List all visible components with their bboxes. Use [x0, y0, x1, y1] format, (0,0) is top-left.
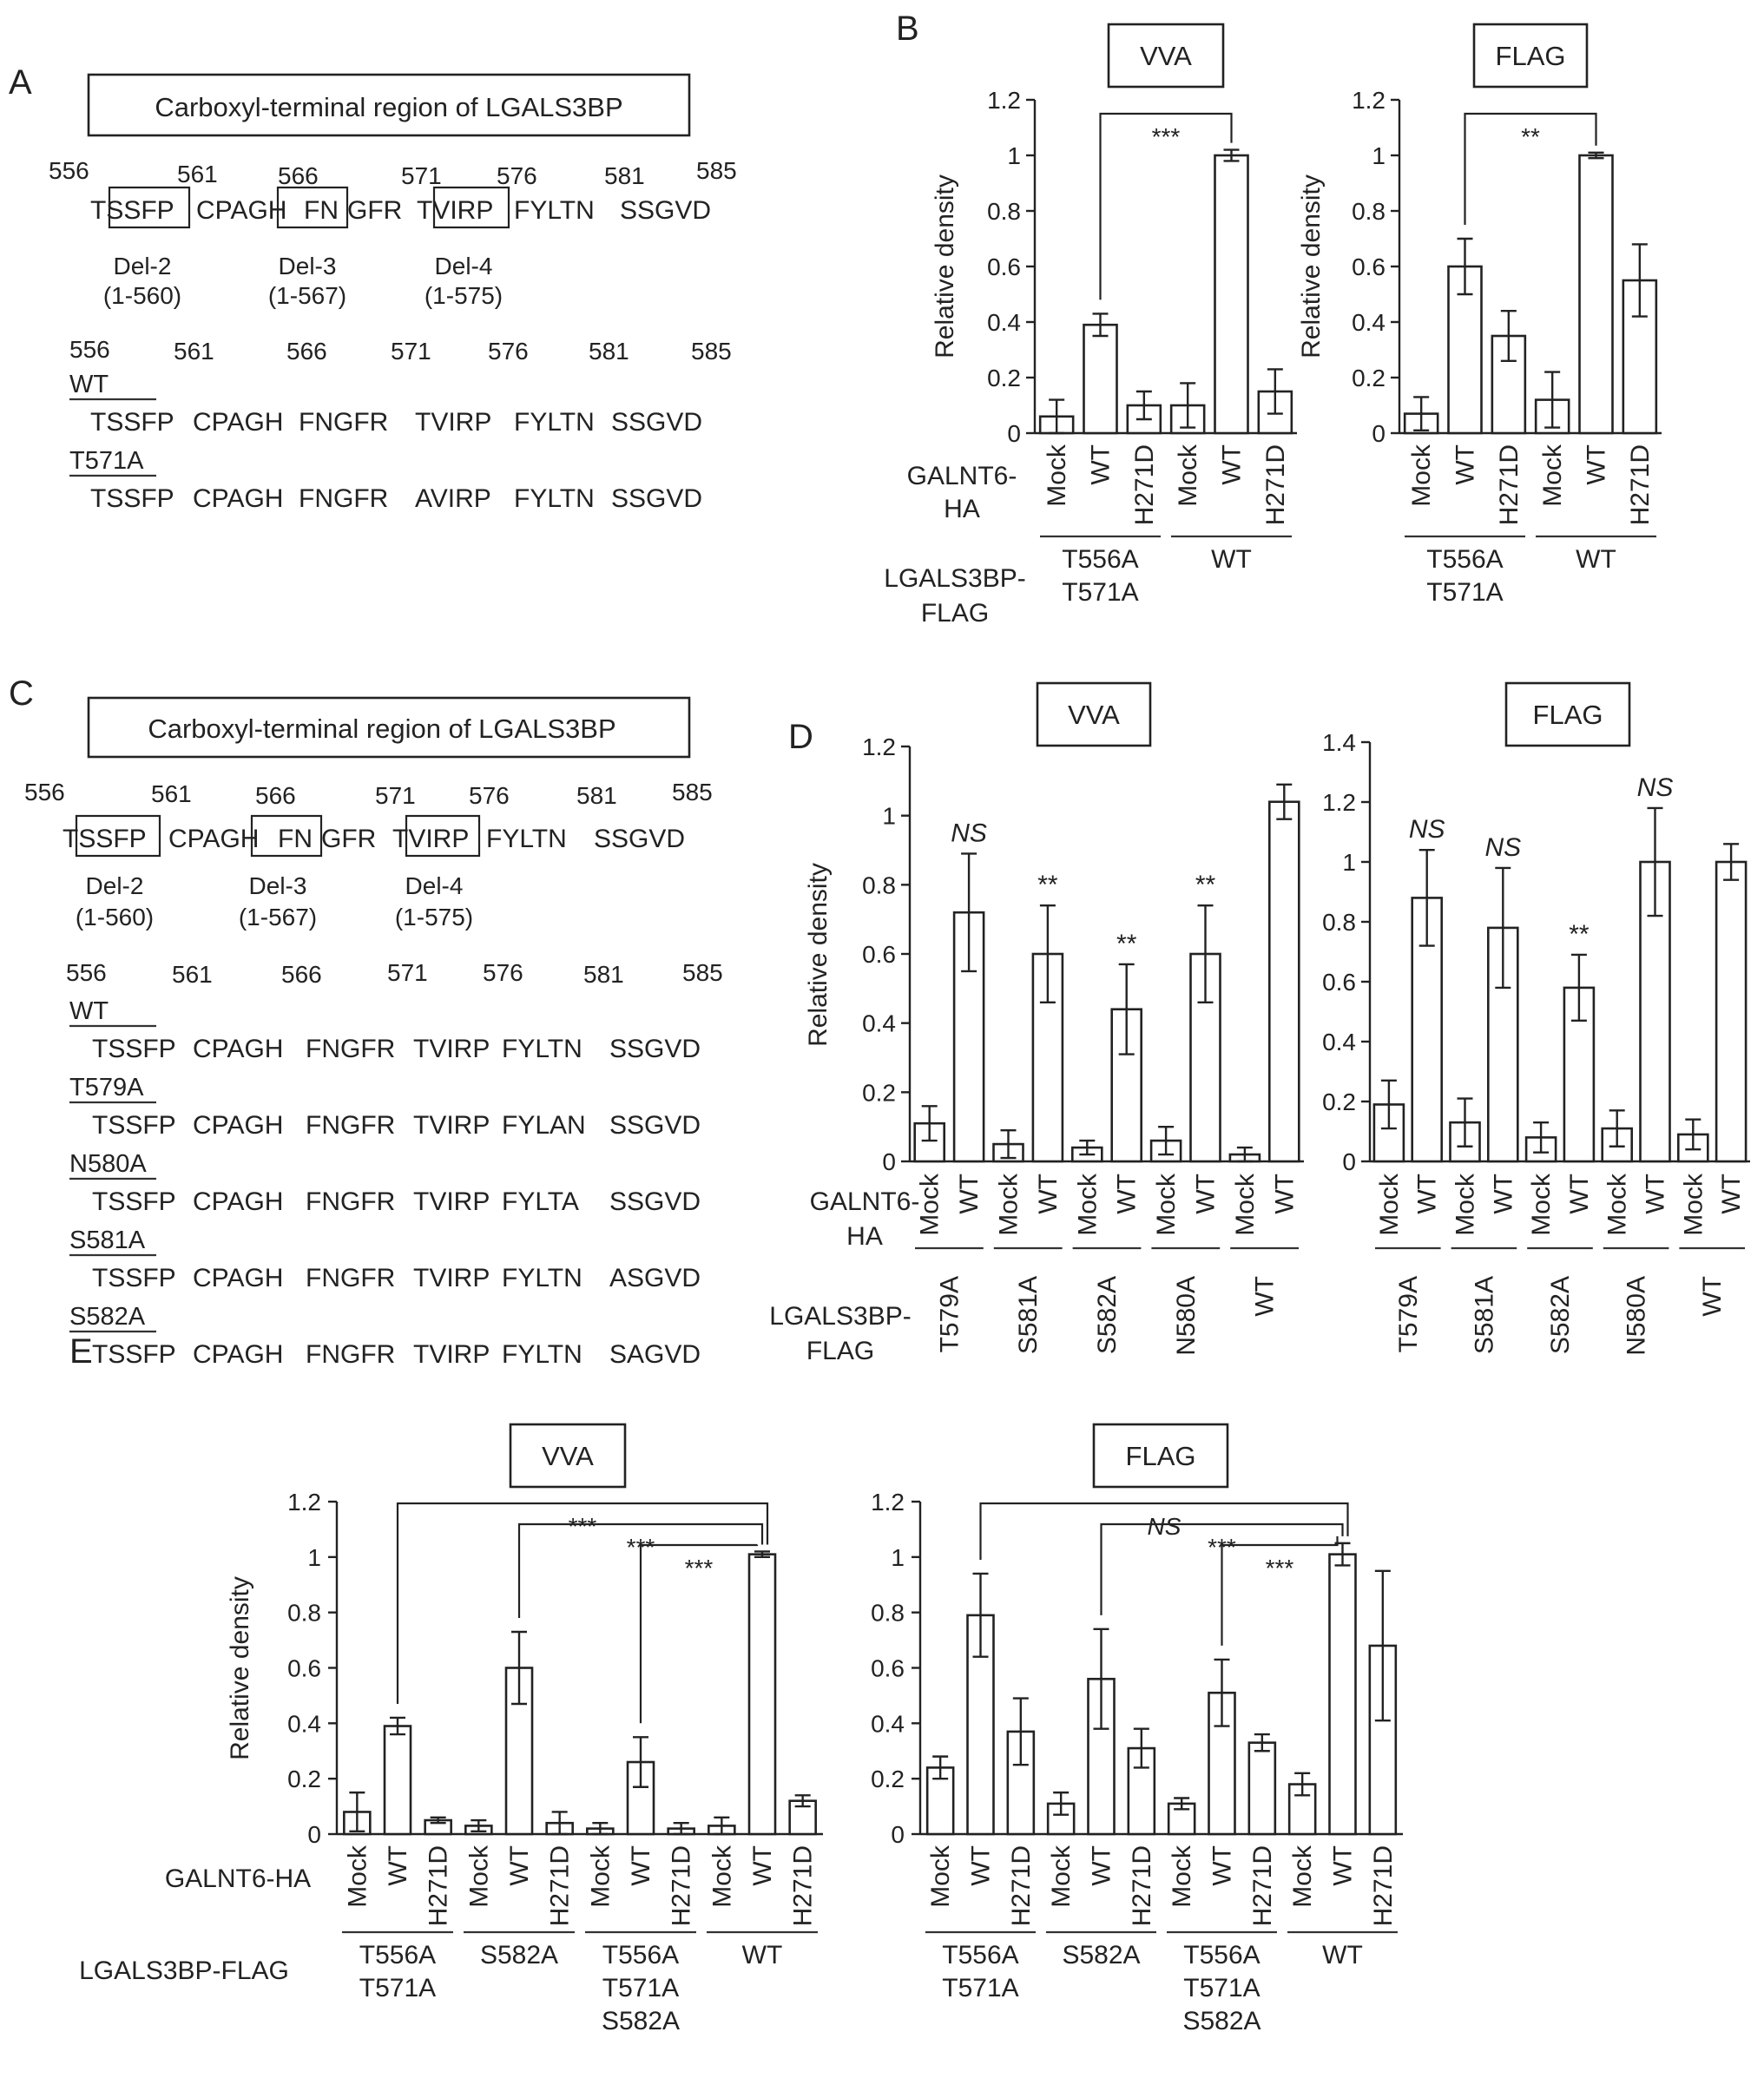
group-label: WT — [1698, 1276, 1728, 1317]
group-label: S582A — [1062, 1941, 1141, 1969]
category-label: H271D — [1127, 1845, 1156, 1927]
panel-c — [24, 698, 723, 988]
category-label: H271D — [1494, 444, 1524, 526]
sequence-segment: FYLTN — [486, 825, 567, 853]
position-label: 561 — [151, 780, 192, 807]
variant-sequence-segment: FYLAN — [502, 1111, 586, 1140]
variant-sequence-segment: FYLTN — [502, 1264, 583, 1292]
category-label: Mock — [464, 1845, 494, 1908]
category-label: WT — [1717, 1174, 1747, 1214]
sequence-segment: TVIRP — [417, 196, 494, 225]
chart-title: VVA — [542, 1441, 594, 1471]
panel-letter-a: A — [9, 63, 32, 102]
y-tick-label: 0 — [882, 1148, 896, 1175]
category-label: Mock — [1679, 1174, 1708, 1236]
group-label: T556A — [942, 1941, 1019, 1969]
category-label: Mock — [1288, 1845, 1318, 1908]
panel-a-variants — [69, 371, 702, 513]
variant-sequence-segment: TSSFP — [92, 1187, 176, 1216]
position-label: 566 — [286, 338, 327, 365]
variant-sequence-segment: AVIRP — [415, 484, 491, 513]
category-label: Mock — [1047, 1845, 1076, 1908]
position-label: 571 — [387, 959, 428, 986]
category-label: Mock — [1168, 1845, 1197, 1908]
variant-sequence-segment: FNGFR — [306, 1035, 396, 1063]
y-tick-label: 0.2 — [287, 1766, 321, 1793]
group-label: T556A — [602, 1941, 680, 1969]
variant-sequence-segment: FNGFR — [306, 1187, 396, 1216]
variant-sequence-segment: TVIRP — [413, 1035, 490, 1063]
category-label: WT — [1033, 1174, 1063, 1214]
position-label: 581 — [576, 782, 617, 809]
y-tick-label: 0.6 — [871, 1654, 905, 1682]
chart-e-vva — [226, 1424, 823, 2035]
sequence-segment: CPAGH — [168, 825, 260, 853]
galnt6-row-label: GALNT6- — [809, 1187, 920, 1216]
variant-sequence-segment: TSSFP — [92, 1035, 176, 1063]
deletion-name: Del-4 — [434, 253, 493, 279]
position-label: 585 — [672, 779, 713, 806]
variant-sequence-segment: SSGVD — [609, 1035, 701, 1063]
group-label: T571A — [1062, 578, 1139, 607]
significance-label: *** — [684, 1555, 714, 1582]
position-label: 576 — [488, 338, 529, 365]
variant-sequence-segment: FYLTN — [514, 484, 595, 513]
category-label: Mock — [915, 1174, 945, 1236]
category-label: Mock — [1152, 1174, 1181, 1236]
group-label: S582A — [1182, 2007, 1261, 2035]
position-label: 556 — [24, 779, 65, 806]
variant-label: T579A — [69, 1074, 144, 1101]
group-label: WT — [1322, 1941, 1363, 1969]
position-label: 561 — [177, 161, 218, 187]
category-label: H271D — [667, 1845, 696, 1927]
variant-sequence-segment: TSSFP — [92, 1111, 176, 1140]
category-label: Mock — [1230, 1174, 1260, 1236]
panel-c-title: Carboxyl-terminal region of LGALS3BP — [148, 713, 616, 744]
y-tick-label: 1 — [307, 1543, 321, 1571]
position-label: 585 — [691, 338, 732, 365]
significance-label: *** — [568, 1513, 597, 1540]
position-label: 566 — [278, 162, 319, 189]
position-label: 581 — [589, 338, 629, 365]
position-label: 571 — [391, 338, 431, 365]
variant-label: S582A — [69, 1303, 146, 1331]
variant-sequence-segment: FYLTN — [502, 1035, 583, 1063]
y-tick-label: 0.8 — [1352, 198, 1386, 225]
y-tick-label: 0.2 — [862, 1079, 896, 1107]
group-label: T571A — [942, 1974, 1019, 2002]
category-label: Mock — [343, 1845, 372, 1908]
y-tick-label: 0.8 — [987, 198, 1021, 225]
bar — [1716, 862, 1746, 1161]
variant-sequence-segment: ASGVD — [609, 1264, 701, 1292]
group-label: T556A — [1426, 545, 1504, 574]
variant-sequence-segment: FYLTN — [514, 408, 595, 437]
group-label: T579A — [935, 1276, 964, 1353]
variant-sequence-segment: TVIRP — [413, 1111, 490, 1140]
bar — [1215, 155, 1248, 433]
category-label: WT — [1217, 444, 1247, 485]
group-label: T556A — [1062, 545, 1139, 574]
y-tick-label: 0.2 — [1322, 1088, 1356, 1115]
variant-sequence-segment: CPAGH — [193, 1187, 284, 1216]
category-label: WT — [966, 1845, 996, 1886]
group-label: T571A — [359, 1974, 437, 2002]
y-tick-label: 0.4 — [987, 309, 1021, 336]
panel-a — [49, 75, 737, 365]
group-label: S582A — [1546, 1276, 1575, 1355]
variant-sequence-segment: TVIRP — [413, 1187, 490, 1216]
y-tick-label: 0 — [1007, 420, 1021, 447]
y-tick-label: 0.4 — [871, 1710, 905, 1738]
y-tick-label: 0.4 — [1352, 309, 1386, 336]
category-label: WT — [1270, 1174, 1300, 1214]
y-tick-label: 1.2 — [287, 1489, 321, 1516]
chart-d-vva — [804, 683, 1304, 1356]
sequence-segment: FYLTN — [514, 196, 595, 225]
variant-sequence-segment: FNGFR — [299, 408, 389, 437]
group-label: N580A — [1622, 1276, 1651, 1356]
category-label: WT — [1641, 1174, 1670, 1214]
variant-sequence-segment: TSSFP — [92, 1264, 176, 1292]
y-tick-label: 1 — [1342, 849, 1356, 876]
group-label: T571A — [1183, 1974, 1260, 2002]
variant-sequence-segment: FNGFR — [306, 1264, 396, 1292]
panel-c-variants — [69, 997, 701, 1369]
variant-label: WT — [69, 997, 109, 1025]
y-tick-label: 1.4 — [1322, 729, 1356, 756]
y-tick-label: 1.2 — [871, 1489, 905, 1516]
category-label: H271D — [545, 1845, 575, 1927]
panel-letter-c: C — [9, 674, 34, 713]
significance-label: ** — [1569, 919, 1590, 949]
bar — [1249, 1743, 1275, 1834]
variant-sequence-segment: TVIRP — [415, 408, 492, 437]
category-label: Mock — [1073, 1174, 1102, 1236]
y-tick-label: 1.2 — [862, 733, 896, 760]
deletion-name: Del-3 — [248, 872, 307, 899]
y-tick-label: 0.4 — [1322, 1029, 1356, 1055]
lgals3bp-row-label: LGALS3BP- — [884, 564, 1026, 593]
deletion-range: (1-560) — [75, 904, 155, 930]
position-label: 571 — [401, 162, 442, 189]
category-label: WT — [1208, 1845, 1237, 1886]
position-label: 556 — [66, 959, 107, 986]
y-tick-label: 0.6 — [287, 1654, 321, 1682]
position-label: 581 — [604, 162, 645, 189]
variant-sequence-segment: SSGVD — [609, 1111, 701, 1140]
deletion-name: Del-4 — [405, 872, 464, 899]
category-label: WT — [384, 1845, 412, 1886]
bar — [1269, 802, 1299, 1161]
group-label: S582A — [1093, 1276, 1122, 1355]
variant-sequence-segment: FYLTA — [502, 1187, 579, 1216]
position-label: 576 — [497, 162, 537, 189]
category-label: H271D — [1006, 1845, 1036, 1927]
category-label: WT — [1191, 1174, 1221, 1214]
category-label: Mock — [586, 1845, 615, 1908]
category-label: Mock — [1407, 444, 1437, 507]
variant-sequence-segment: TVIRP — [413, 1264, 490, 1292]
deletion-range: (1-560) — [102, 282, 182, 309]
galnt6-row-label: HA — [944, 495, 980, 523]
category-label: WT — [505, 1845, 534, 1886]
y-tick-label: 0 — [307, 1821, 321, 1848]
variant-sequence-segment: SSGVD — [611, 484, 703, 513]
bar — [1580, 155, 1613, 433]
category-label: WT — [1582, 444, 1611, 485]
y-tick-label: 0 — [1342, 1148, 1356, 1175]
position-label: 576 — [483, 959, 523, 986]
y-tick-label: 0.2 — [1352, 365, 1386, 391]
deletion-range: (1-575) — [394, 904, 474, 930]
category-label: H271D — [1625, 444, 1655, 526]
sequence-segment: SSGVD — [594, 825, 686, 853]
group-label: S581A — [1470, 1276, 1499, 1355]
category-label: Mock — [1374, 1174, 1404, 1236]
position-label: 566 — [255, 782, 296, 809]
variant-sequence-segment: FNGFR — [306, 1340, 396, 1369]
sequence-segment: FN — [278, 825, 313, 853]
significance-label: ** — [1521, 123, 1540, 150]
sequence-segment: TSSFP — [63, 825, 147, 853]
group-label: N580A — [1171, 1276, 1201, 1356]
significance-bracket — [1222, 1536, 1338, 1646]
category-label: WT — [955, 1174, 984, 1214]
galnt6-row-label: GALNT6- — [906, 462, 1017, 490]
group-label: T571A — [602, 1974, 680, 2002]
bar — [1330, 1555, 1356, 1834]
chart-title: VVA — [1140, 41, 1192, 71]
y-tick-label: 0 — [1372, 420, 1386, 447]
chart-e-flag — [871, 1424, 1403, 2035]
y-tick-label: 0.6 — [1322, 969, 1356, 996]
significance-label: NS — [951, 819, 987, 848]
category-label: WT — [1328, 1845, 1358, 1886]
group-label: T571A — [1426, 578, 1504, 607]
galnt6-row-label: GALNT6-HA — [164, 1864, 312, 1893]
significance-label: NS — [1408, 815, 1445, 845]
variant-sequence-segment: CPAGH — [193, 1035, 284, 1063]
variant-sequence-segment: TSSFP — [90, 484, 174, 513]
variant-sequence-segment: CPAGH — [193, 484, 284, 513]
significance-label: NS — [1484, 832, 1522, 862]
y-tick-label: 1.2 — [1322, 789, 1356, 816]
group-label: T579A — [1393, 1276, 1423, 1353]
significance-label: ** — [1037, 871, 1058, 900]
position-label: 556 — [69, 336, 110, 363]
variant-sequence-segment: CPAGH — [193, 408, 284, 437]
variant-label: T571A — [69, 447, 144, 475]
category-label: Mock — [1174, 444, 1203, 507]
position-label: 556 — [49, 157, 89, 184]
category-label: Mock — [1527, 1174, 1557, 1236]
category-label: Mock — [1043, 444, 1072, 507]
category-label: H271D — [788, 1845, 818, 1927]
category-label: Mock — [926, 1845, 956, 1908]
y-tick-label: 1 — [1007, 142, 1021, 169]
y-axis-label: Relative density — [804, 863, 833, 1047]
variant-sequence-segment: SAGVD — [609, 1340, 701, 1369]
variant-sequence-segment: CPAGH — [193, 1264, 284, 1292]
group-label: WT — [741, 1941, 783, 1969]
bar — [385, 1726, 411, 1834]
position-label: 571 — [375, 782, 416, 809]
variant-sequence-segment: TSSFP — [92, 1340, 176, 1369]
y-tick-label: 0.6 — [1352, 253, 1386, 280]
y-tick-label: 0.2 — [987, 365, 1021, 391]
position-label: 585 — [696, 157, 737, 184]
category-label: WT — [1451, 444, 1480, 485]
significance-label: *** — [1208, 1534, 1236, 1561]
significance-label: ** — [1116, 929, 1137, 958]
category-label: H271D — [1368, 1845, 1398, 1927]
y-tick-label: 0.6 — [862, 941, 896, 968]
category-label: Mock — [1451, 1174, 1480, 1236]
deletion-name: Del-3 — [278, 253, 337, 279]
category-label: Mock — [708, 1845, 737, 1908]
category-label: H271D — [1260, 444, 1290, 526]
category-label: H271D — [1247, 1845, 1277, 1927]
group-label: S582A — [479, 1941, 559, 1969]
panel-letter-b: B — [896, 10, 919, 48]
y-tick-label: 0.4 — [862, 1009, 896, 1037]
sequence-segment: CPAGH — [196, 196, 287, 225]
category-label: WT — [1086, 444, 1116, 485]
sequence-segment: TVIRP — [392, 825, 470, 853]
y-tick-label: 0.6 — [987, 253, 1021, 280]
category-label: H271D — [1129, 444, 1159, 526]
sequence-segment: SSGVD — [620, 196, 712, 225]
category-label: H271D — [424, 1845, 453, 1927]
significance-label: *** — [626, 1534, 655, 1561]
category-label: WT — [1087, 1845, 1116, 1886]
group-label: WT — [1211, 545, 1252, 574]
significance-label: *** — [1151, 123, 1181, 150]
y-tick-label: 0.8 — [287, 1599, 321, 1627]
y-tick-label: 1 — [891, 1543, 905, 1571]
bar — [749, 1555, 775, 1834]
group-label: S581A — [1014, 1276, 1043, 1355]
sequence-segment: GFR — [347, 196, 403, 225]
deletion-range: (1-567) — [238, 904, 318, 930]
y-tick-label: 1.2 — [987, 87, 1021, 114]
panel-letter-e: E — [69, 1332, 93, 1371]
significance-label: NS — [1636, 773, 1674, 802]
group-label: WT — [1250, 1276, 1280, 1317]
y-tick-label: 1.2 — [1352, 87, 1386, 114]
significance-label: ** — [1195, 871, 1216, 900]
group-label: T556A — [359, 1941, 437, 1969]
position-label: 561 — [174, 338, 214, 365]
position-label: 585 — [682, 959, 723, 986]
category-label: WT — [1412, 1174, 1442, 1214]
group-label: S582A — [601, 2007, 681, 2035]
lgals3bp-row-label: LGALS3BP-FLAG — [79, 1956, 289, 1985]
position-label: 566 — [281, 961, 322, 988]
bar — [1084, 325, 1117, 433]
y-tick-label: 0.8 — [862, 871, 896, 899]
panel-letter-d: D — [788, 718, 813, 756]
y-tick-label: 0.4 — [287, 1710, 321, 1738]
chart-title: FLAG — [1495, 41, 1566, 71]
variant-sequence-segment: TSSFP — [90, 408, 174, 437]
chart-title: FLAG — [1125, 1441, 1196, 1471]
category-label: WT — [748, 1845, 777, 1886]
significance-label: NS — [1147, 1513, 1181, 1540]
variant-sequence-segment: SSGVD — [609, 1187, 701, 1216]
chart-title: FLAG — [1532, 700, 1603, 730]
sequence-segment: GFR — [321, 825, 377, 853]
lgals3bp-row-label: LGALS3BP- — [769, 1302, 912, 1331]
variant-sequence-segment: FNGFR — [306, 1111, 396, 1140]
variant-sequence-segment: SSGVD — [611, 408, 703, 437]
lgals3bp-row-label: FLAG — [920, 599, 990, 628]
y-tick-label: 1 — [882, 802, 896, 830]
chart-title: VVA — [1068, 700, 1120, 730]
position-label: 561 — [172, 961, 213, 988]
chart-b-vva — [931, 24, 1297, 607]
sequence-segment: TSSFP — [90, 196, 174, 225]
deletion-range: (1-567) — [267, 282, 347, 309]
variant-sequence-segment: FNGFR — [299, 484, 389, 513]
category-label: WT — [1112, 1174, 1142, 1214]
variant-sequence-segment: CPAGH — [193, 1111, 284, 1140]
variant-label: N580A — [69, 1150, 147, 1178]
y-axis-label: Relative density — [226, 1576, 254, 1760]
position-label: 581 — [583, 961, 624, 988]
y-tick-label: 0.8 — [1322, 909, 1356, 936]
category-label: Mock — [994, 1174, 1024, 1236]
position-label: 576 — [469, 782, 510, 809]
y-axis-label: Relative density — [1297, 174, 1326, 358]
variant-label: WT — [69, 371, 109, 398]
category-label: WT — [627, 1845, 655, 1886]
y-tick-label: 0.8 — [871, 1599, 905, 1627]
y-tick-label: 0.2 — [871, 1766, 905, 1793]
category-label: Mock — [1603, 1174, 1632, 1236]
charts — [226, 24, 1750, 2035]
group-label: WT — [1576, 545, 1616, 574]
category-label: WT — [1564, 1174, 1594, 1214]
y-tick-label: 0 — [891, 1821, 905, 1848]
chart-b-flag — [1297, 24, 1662, 607]
chart-d-flag — [1322, 683, 1750, 1356]
panel-a-title: Carboxyl-terminal region of LGALS3BP — [155, 92, 623, 122]
deletion-name: Del-2 — [85, 872, 144, 899]
group-label: T556A — [1183, 1941, 1260, 1969]
variant-sequence-segment: TVIRP — [413, 1340, 490, 1369]
category-label: Mock — [1538, 444, 1568, 507]
galnt6-row-label: HA — [846, 1222, 883, 1251]
y-tick-label: 1 — [1372, 142, 1386, 169]
variant-sequence-segment: FYLTN — [502, 1340, 583, 1369]
deletion-name: Del-2 — [113, 253, 172, 279]
significance-label: *** — [1265, 1555, 1294, 1582]
lgals3bp-row-label: FLAG — [806, 1337, 875, 1365]
deletion-range: (1-575) — [424, 282, 504, 309]
category-label: WT — [1489, 1174, 1518, 1214]
y-axis-label: Relative density — [931, 174, 959, 358]
sequence-segment: FN — [304, 196, 339, 225]
variant-label: S581A — [69, 1226, 146, 1254]
variant-sequence-segment: CPAGH — [193, 1340, 284, 1369]
